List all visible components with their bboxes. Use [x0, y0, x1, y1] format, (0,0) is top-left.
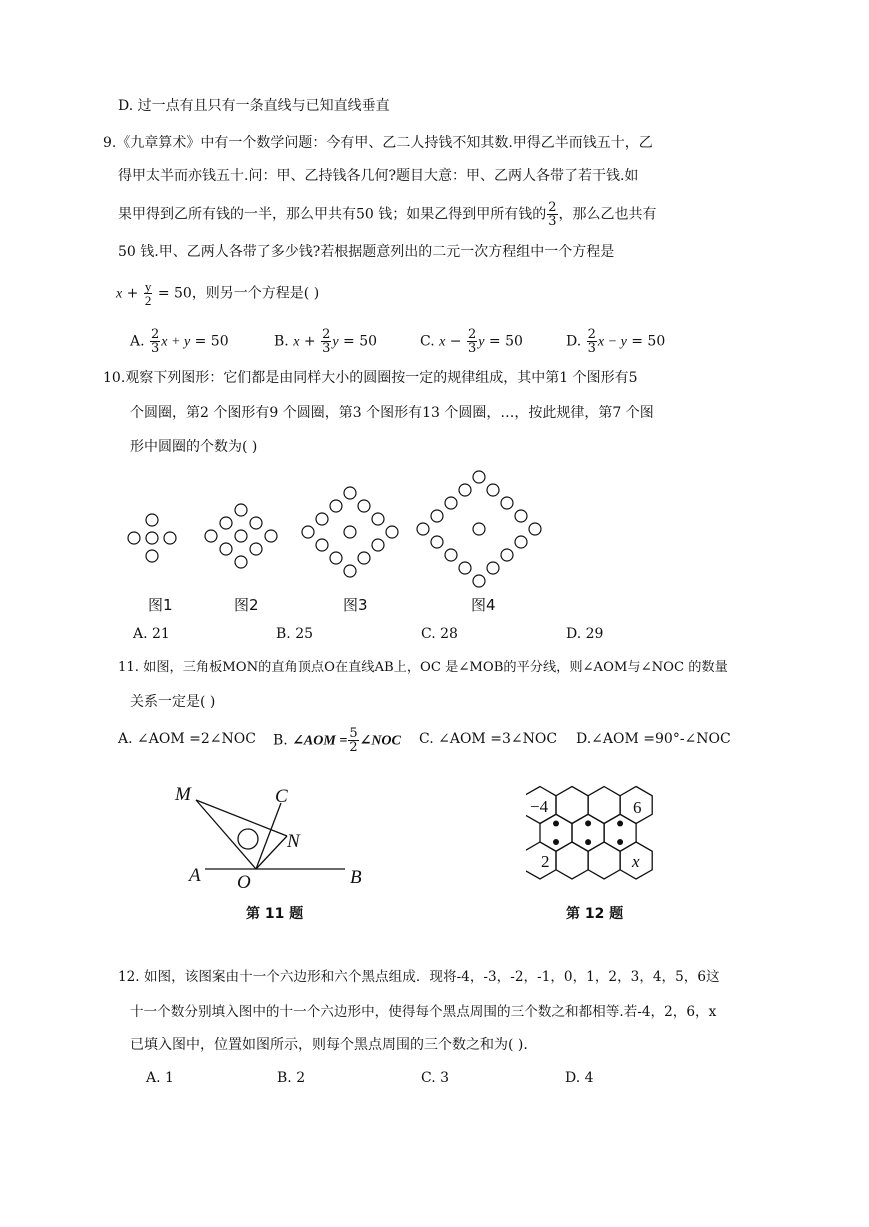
q9-eq-rhs: = 50: [157, 285, 192, 302]
q11-line-1: 11. 如图，三角板MON的直角顶点O在直线AB上，OC 是∠MOB的平分线，则∠AOM与∠NOC 的数量: [118, 660, 728, 675]
q9-line-3: [118, 201, 657, 228]
q10-line-2: 个圆圈，第2 个图形有9 个圆圈，第3 个图形有13 个圆圈，…，按此规律，第7 个图: [130, 405, 654, 421]
q12-option-c: C. 3: [421, 1070, 450, 1086]
q10-line-3: 形中圆圈的个数为( ): [130, 439, 258, 455]
q9-option-b-label: B.: [274, 333, 289, 350]
hexagon-cell: [572, 814, 604, 851]
q12-line-2: 十一个数分别填入图中的十一个六边形中，使得每个黑点周围的三个数之和都相等.若-4，2，6，x: [130, 1004, 717, 1020]
fig4-circles: [417, 471, 541, 587]
hex-value-topleft: −4: [530, 797, 549, 816]
q11-option-c: C. ∠AOM =3∠NOC: [419, 731, 558, 747]
q11-figure-caption: 第 11 题: [246, 906, 304, 922]
q9-option-c-label: C.: [420, 333, 435, 350]
q9-fraction-den: 3: [548, 214, 557, 229]
ray-oc: [256, 803, 281, 869]
q12-option-d: D. 4: [565, 1070, 594, 1086]
fig3-label: 图3: [343, 596, 368, 614]
q9-option-a-label: A.: [130, 333, 145, 350]
label-m: M: [175, 784, 191, 805]
segment-on: [256, 836, 287, 869]
label-c: C: [275, 786, 288, 807]
q12-option-b: B. 2: [277, 1070, 306, 1086]
label-b: B: [350, 867, 362, 888]
hex-value-bottomleft: 2: [541, 852, 550, 871]
q11-option-b-lhs: ∠AOM =: [292, 733, 348, 749]
hex-value-bottomright: x: [632, 852, 640, 871]
q9-option-d-label: D.: [566, 333, 582, 350]
black-dot: [617, 821, 623, 827]
fig1-label: 图1: [148, 596, 173, 614]
black-dot: [553, 839, 559, 845]
q12-line-3: 已填入图中，位置如图所示，则每个黑点周围的三个数之和为( ).: [130, 1037, 528, 1053]
q9-eq-plus: +: [126, 285, 139, 302]
q10-option-a: A. 21: [133, 626, 170, 642]
q10-line-1: 10.观察下列图形：它们都是由同样大小的圆圈按一定的规律组成，其中第1 个图形有5: [103, 370, 638, 386]
q10-option-b: B. 25: [276, 626, 314, 642]
segment-om: [196, 800, 256, 869]
q10-circle-figures: [110, 465, 570, 595]
q11-option-a: A. ∠AOM =2∠NOC: [118, 731, 256, 747]
q12-option-a: A. 1: [146, 1070, 174, 1086]
hexagon-cell: [604, 814, 636, 851]
hexagon-cell: [588, 787, 620, 824]
q11-option-b-rhs: ∠NOC: [359, 733, 401, 749]
q11-option-b-num: 5: [349, 726, 358, 741]
q9-line-3-tail: ，那么乙也共有: [558, 206, 657, 223]
q9-option-d: D. $\frac{2}{3}$ x − y = 50: [566, 327, 666, 356]
q11-geometry-figure: [165, 780, 380, 895]
q9-fraction: [547, 201, 557, 228]
q9-line-1: 9.《九章算术》中有一个数学问题：今有甲、乙二人持钱不知其数.甲得乙半而钱五十，乙: [103, 135, 653, 151]
q8-option-d: D. 过一点有且只有一条直线与已知直线垂直: [118, 98, 390, 114]
q11-option-b: [273, 727, 401, 754]
triangle-hole: [238, 829, 258, 849]
black-dot: [553, 821, 559, 827]
q9-option-c: C. x − $\frac{2}{3}$ y = 50: [420, 327, 523, 356]
label-n: N: [287, 831, 300, 852]
q11-option-b-label: B.: [273, 732, 288, 749]
hex-value-topright: 6: [633, 798, 642, 817]
q9-line-5-text: ，则另一个方程是( ): [191, 285, 320, 302]
black-dot: [617, 839, 623, 845]
q9-option-a: A. $\frac{2}{3}$ x + y = 50: [130, 327, 229, 356]
q9-line-5: [116, 280, 319, 307]
label-a: A: [189, 865, 201, 886]
q9-eq-y: y: [144, 279, 152, 294]
q9-option-d-frac: $\frac{2}{3}$: [587, 327, 596, 356]
q11-line-2: 关系一定是( ): [130, 694, 216, 710]
black-dot: [585, 839, 591, 845]
q10-option-c: C. 28: [421, 626, 458, 642]
q9-option-a-frac: $\frac{2}{3}$: [151, 327, 160, 356]
q9-eq-fraction: [144, 280, 153, 307]
fig4-label: 图4: [471, 596, 496, 614]
fig2-circles: [205, 504, 277, 568]
q12-hexagon-figure: [526, 784, 666, 894]
q11-option-d: D.∠AOM =90°-∠NOC: [576, 731, 731, 747]
fig3-circles: [302, 487, 398, 577]
hexagon-cell: [540, 814, 572, 851]
q9-eq-x: x: [116, 286, 123, 302]
q12-line-1: 12. 如图，该图案由十一个六边形和六个黑点组成．现将-4，-3，-2，-1，0，1，2，3，4，5，6这: [118, 969, 720, 985]
q12-figure-caption: 第 12 题: [566, 906, 624, 922]
q9-line-3-text: 果甲得到乙所有钱的一半，那么甲共有50 钱；如果乙得到甲所有钱的: [118, 206, 547, 223]
q9-option-b: B. x + $\frac{2}{3}$ y = 50: [274, 327, 378, 356]
q9-option-b-frac: $\frac{2}{3}$: [322, 327, 331, 356]
q9-option-c-frac: $\frac{2}{3}$: [467, 327, 477, 356]
hexagon-cell: [556, 842, 588, 879]
q9-line-4: 50 钱.甲、乙两人各带了多少钱?若根据题意列出的二元一次方程组中一个方程是: [118, 244, 615, 260]
q9-eq-den: 2: [144, 293, 152, 308]
q9-fraction-num: 2: [548, 200, 557, 215]
black-dot: [585, 820, 591, 826]
hexagon-cell: [556, 787, 588, 824]
fig1-circles: [128, 514, 176, 562]
label-o: O: [237, 872, 251, 893]
q9-line-2: 得甲太半而亦钱五十.问：甲、乙持钱各几何?题目大意：甲、乙两人各带了若干钱.如: [118, 168, 639, 184]
q10-option-d: D. 29: [566, 626, 604, 642]
fig2-label: 图2: [234, 596, 259, 614]
hexagon-cell: [588, 842, 620, 879]
q11-option-b-frac: [348, 727, 358, 754]
q11-option-b-den: 2: [349, 740, 358, 755]
